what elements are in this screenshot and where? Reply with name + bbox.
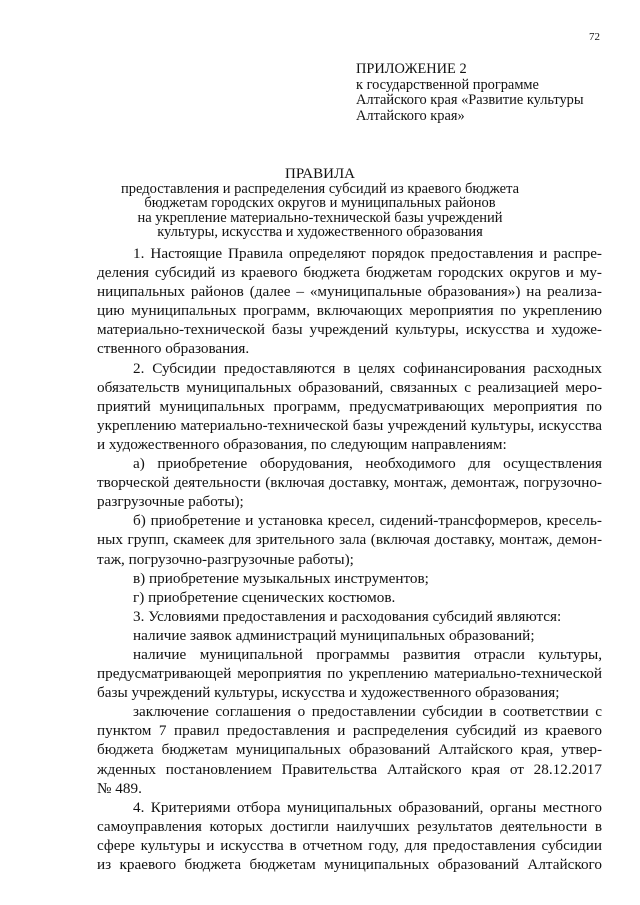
body-line: в) приобретение музыкальных инструментов; <box>133 569 429 587</box>
document-subtitle <box>0 182 640 239</box>
body-line: 1. Настоящие Правила определяют порядок предоставления и распре- <box>133 245 602 262</box>
body-line: б) приобретение и установка кресел, сидений-трансформеров, кресель- <box>133 512 602 530</box>
appendix-line: Алтайского края» <box>356 107 465 124</box>
subtitle-line: бюджетам городских округов и муниципальных районов <box>144 195 496 212</box>
body-line: таж, погрузочно-разгрузочные работы); <box>97 550 354 568</box>
body-line: цию муниципальных программ, включающих мероприятия по укреплению <box>97 302 602 320</box>
body-line: разгрузочные работы); <box>97 493 244 511</box>
body-line: обязательств муниципальных образований, связанных с реализацией меро- <box>97 378 602 396</box>
body-line: базы учреждений культуры, искусства и художественного образования; <box>97 684 560 702</box>
body-line: материально-технической базы учреждений культуры, искусства и художе- <box>97 321 602 339</box>
body-line: а) приобретение оборудования, необходимого для осуществления <box>133 455 602 473</box>
body-line: заключение соглашения о предоставлении субсидии в соответствии с <box>133 703 602 721</box>
document-body <box>97 244 602 874</box>
subtitle-line: на укрепление материально-технической базы учреждений <box>137 209 503 226</box>
body-line: и художественного образования, по следующим направлениям: <box>97 435 507 453</box>
body-line: 4. Критериями отбора муниципальных образований, органы местного <box>133 798 602 816</box>
body-line: наличие заявок администраций муниципальных образований; <box>133 626 535 644</box>
document-title: ПРАВИЛА <box>285 166 355 182</box>
page-number: 72 <box>589 31 600 43</box>
appendix-line: ПРИЛОЖЕНИЕ 2 <box>356 61 467 77</box>
subtitle-line: предоставления и распределения субсидий из краевого бюджета <box>120 181 520 197</box>
appendix-header <box>356 62 626 124</box>
body-line: укреплению материально-технической базы учреждений культуры, искусства <box>97 416 602 434</box>
body-line: 3. Условиями предоставления и расходования субсидий являются: <box>133 607 562 625</box>
appendix-line: к государственной программе <box>356 76 539 93</box>
body-line: предусматривающей мероприятия по укреплению материально-технической <box>97 665 602 683</box>
body-line: деления субсидий из краевого бюджета бюджетам городских округов и му- <box>97 264 602 282</box>
body-line: № 489. <box>97 779 142 797</box>
appendix-line: Алтайского края «Развитие культуры <box>356 92 584 108</box>
body-line: творческой деятельности (включая доставку, монтаж, демонтаж, погрузочно- <box>97 474 602 492</box>
body-line: ственного образования. <box>97 340 250 358</box>
body-line: сфере культуры и искусства в отчетном году, для предоставления субсидии <box>97 836 602 854</box>
body-line: жденных постановлением Правительства Алтайского края от 28.12.2017 <box>97 760 602 778</box>
body-line: бюджета бюджетам муниципальных образований Алтайского края, утвер- <box>97 741 602 759</box>
body-line: из краевого бюджета бюджетам муниципальных образований Алтайского <box>97 856 602 873</box>
body-line: г) приобретение сценических костюмов. <box>133 588 396 606</box>
body-line: самоуправления которых достигли наилучших результатов деятельности в <box>97 817 602 835</box>
body-line: ных групп, скамеек для зрительного зала (включая доставку, монтаж, демон- <box>97 531 602 549</box>
subtitle-line: культуры, искусства и художественного образования <box>157 223 483 240</box>
body-line: наличие муниципальной программы развития отрасли культуры, <box>133 645 602 663</box>
body-line: ниципальных районов (далее – «муниципальные образования») на реализа- <box>97 283 602 301</box>
body-line: приятий муниципальных программ, предусматривающих мероприятия по <box>97 397 602 415</box>
body-line: 2. Субсидии предоставляются в целях софинансирования расходных <box>133 359 602 377</box>
body-line: пунктом 7 правил предоставления и распределения субсидий из краевого <box>97 722 602 740</box>
